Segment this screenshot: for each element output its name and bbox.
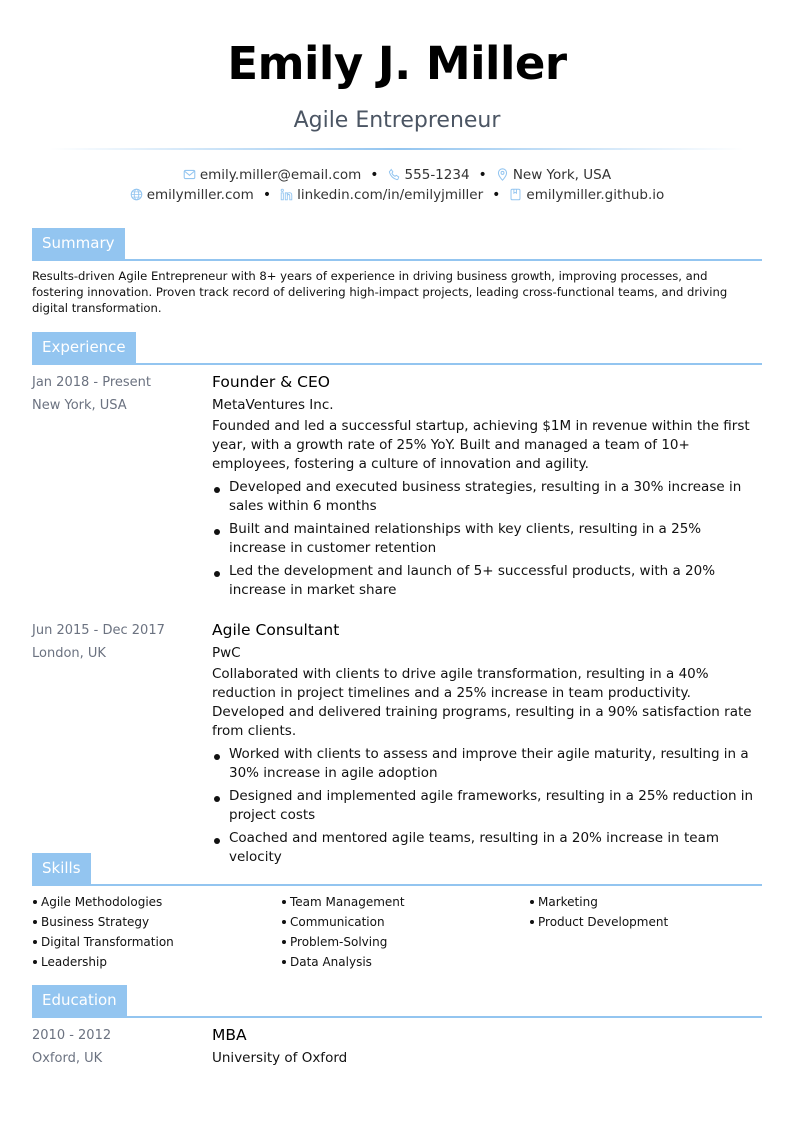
separator-dot: • bbox=[370, 167, 379, 183]
entry-role: Agile Consultant bbox=[212, 621, 340, 639]
contact-location bbox=[496, 166, 611, 184]
skill-item bbox=[32, 932, 272, 952]
bookmark-icon bbox=[509, 188, 522, 201]
summary-heading: Summary bbox=[32, 228, 125, 260]
bullet-dot bbox=[282, 940, 286, 944]
bullet-dot bbox=[33, 940, 37, 944]
skill-label: Problem-Solving bbox=[290, 935, 388, 949]
candidate-title: Agile Entrepreneur bbox=[293, 108, 501, 133]
globe-icon bbox=[130, 188, 143, 201]
entry-location: Oxford, UK bbox=[32, 1051, 103, 1066]
entry-date: Jun 2015 - Dec 2017 bbox=[32, 623, 165, 638]
linkedin-icon bbox=[280, 188, 293, 201]
education-heading: Education bbox=[32, 985, 127, 1017]
skill-label: Business Strategy bbox=[41, 915, 150, 929]
entry-date: Jan 2018 - Present bbox=[32, 375, 151, 390]
candidate-name: Emily J. Miller bbox=[227, 37, 567, 90]
experience-section-header bbox=[32, 332, 762, 364]
location-text: New York, USA bbox=[512, 167, 612, 183]
entry-school: University of Oxford bbox=[212, 1050, 348, 1066]
skill-item bbox=[281, 952, 521, 972]
contact-row-secondary bbox=[0, 186, 794, 204]
entry-role: Founder & CEO bbox=[212, 373, 330, 391]
phone-text: 555-1234 bbox=[404, 167, 470, 183]
linkedin-text: linkedin.com/in/emilyjmiller bbox=[297, 187, 484, 203]
entry-description: Collaborated with clients to drive agile transformation, resulting in a 40% reduction in project timelines and a 25% increase in team productivity. Developed and delivered training programs, resulting in a 90% satisfaction rate from clients. bbox=[212, 666, 752, 739]
separator-dot: • bbox=[478, 167, 487, 183]
website-text: emilymiller.com bbox=[146, 187, 254, 203]
skill-item bbox=[529, 892, 769, 912]
list-item: Worked with clients to assess and improve their agile maturity, resulting in a 30% increase in agile adoption bbox=[212, 745, 762, 783]
contact-email[interactable] bbox=[183, 166, 361, 184]
header-divider bbox=[50, 148, 744, 150]
entry-location: New York, USA bbox=[32, 398, 127, 413]
section-divider bbox=[32, 259, 762, 261]
skills-section-header bbox=[32, 853, 762, 885]
email-text: emily.miller@email.com bbox=[199, 167, 362, 183]
list-item: Developed and executed business strategies, resulting in a 30% increase in sales within 6 months bbox=[212, 478, 762, 516]
bullet-dot bbox=[33, 900, 37, 904]
entry-details bbox=[212, 371, 762, 604]
skill-item bbox=[32, 912, 272, 932]
entry-bullets bbox=[212, 478, 762, 600]
experience-heading: Experience bbox=[32, 332, 136, 364]
mail-icon bbox=[183, 168, 196, 181]
contact-github[interactable] bbox=[509, 186, 664, 204]
skill-label: Leadership bbox=[41, 955, 107, 969]
skill-item bbox=[281, 892, 521, 912]
skill-label: Communication bbox=[290, 915, 385, 929]
list-item: Built and maintained relationships with key clients, resulting in a 25% increase in customer retention bbox=[212, 520, 762, 558]
contact-row-primary bbox=[0, 166, 794, 184]
location-pin-icon bbox=[496, 168, 509, 181]
list-item: Led the development and launch of 5+ successful products, with a 20% increase in market share bbox=[212, 562, 762, 600]
skills-heading: Skills bbox=[32, 853, 91, 885]
bullet-dot bbox=[33, 960, 37, 964]
skill-label: Marketing bbox=[538, 895, 598, 909]
entry-meta bbox=[32, 619, 202, 665]
entry-degree: MBA bbox=[212, 1026, 247, 1044]
section-divider bbox=[32, 1016, 762, 1018]
entry-meta bbox=[32, 371, 202, 417]
section-divider bbox=[32, 884, 762, 886]
skill-item bbox=[281, 912, 521, 932]
skill-label: Team Management bbox=[290, 895, 405, 909]
separator-dot: • bbox=[262, 187, 272, 203]
bullet-dot bbox=[282, 960, 286, 964]
summary-text: Results-driven Agile Entrepreneur with 8+ years of experience in driving business growth, improving processes, and fostering innovation. Proven track record of delivering high-impact projects, leading cross-functional teams, and driving digital transformation. bbox=[32, 269, 728, 315]
entry-date: 2010 - 2012 bbox=[32, 1028, 112, 1043]
list-item: Designed and implemented agile frameworks, resulting in a 25% reduction in project costs bbox=[212, 787, 762, 825]
skill-label: Agile Methodologies bbox=[41, 895, 163, 909]
entry-location: London, UK bbox=[32, 646, 106, 661]
skill-label: Product Development bbox=[538, 915, 669, 929]
skill-item bbox=[281, 932, 521, 952]
skill-item bbox=[32, 892, 272, 912]
entry-company: MetaVentures Inc. bbox=[212, 397, 334, 413]
skills-column bbox=[281, 892, 521, 972]
bullet-dot bbox=[530, 900, 534, 904]
bullet-dot bbox=[282, 900, 286, 904]
skills-column bbox=[32, 892, 272, 972]
entry-meta bbox=[32, 1024, 202, 1070]
entry-description: Founded and led a successful startup, achieving $1M in revenue within the first year, with a growth rate of 25% YoY. Built and managed a team of 10+ employees, fostering a culture of innovation and agility. bbox=[212, 418, 750, 472]
entry-company: PwC bbox=[212, 645, 241, 661]
skill-item bbox=[32, 952, 272, 972]
entry-details bbox=[212, 1024, 762, 1070]
list-item: Coached and mentored agile teams, resulting in a 20% increase in team velocity bbox=[212, 829, 762, 867]
contact-phone[interactable] bbox=[388, 166, 470, 184]
contact-linkedin[interactable] bbox=[280, 186, 483, 204]
bullet-dot bbox=[33, 920, 37, 924]
separator-dot: • bbox=[492, 187, 501, 203]
entry-details bbox=[212, 619, 762, 871]
github-text: emilymiller.github.io bbox=[526, 187, 665, 203]
bullet-dot bbox=[282, 920, 286, 924]
phone-icon bbox=[388, 168, 401, 181]
skill-label: Digital Transformation bbox=[41, 935, 174, 949]
contact-website[interactable] bbox=[130, 186, 254, 204]
skills-column bbox=[529, 892, 769, 932]
skill-item bbox=[529, 912, 769, 932]
bullet-dot bbox=[530, 920, 534, 924]
education-section-header bbox=[32, 985, 762, 1017]
summary-section-header bbox=[32, 228, 762, 260]
entry-bullets bbox=[212, 745, 762, 867]
section-divider bbox=[32, 363, 762, 365]
skill-label: Data Analysis bbox=[290, 955, 372, 969]
